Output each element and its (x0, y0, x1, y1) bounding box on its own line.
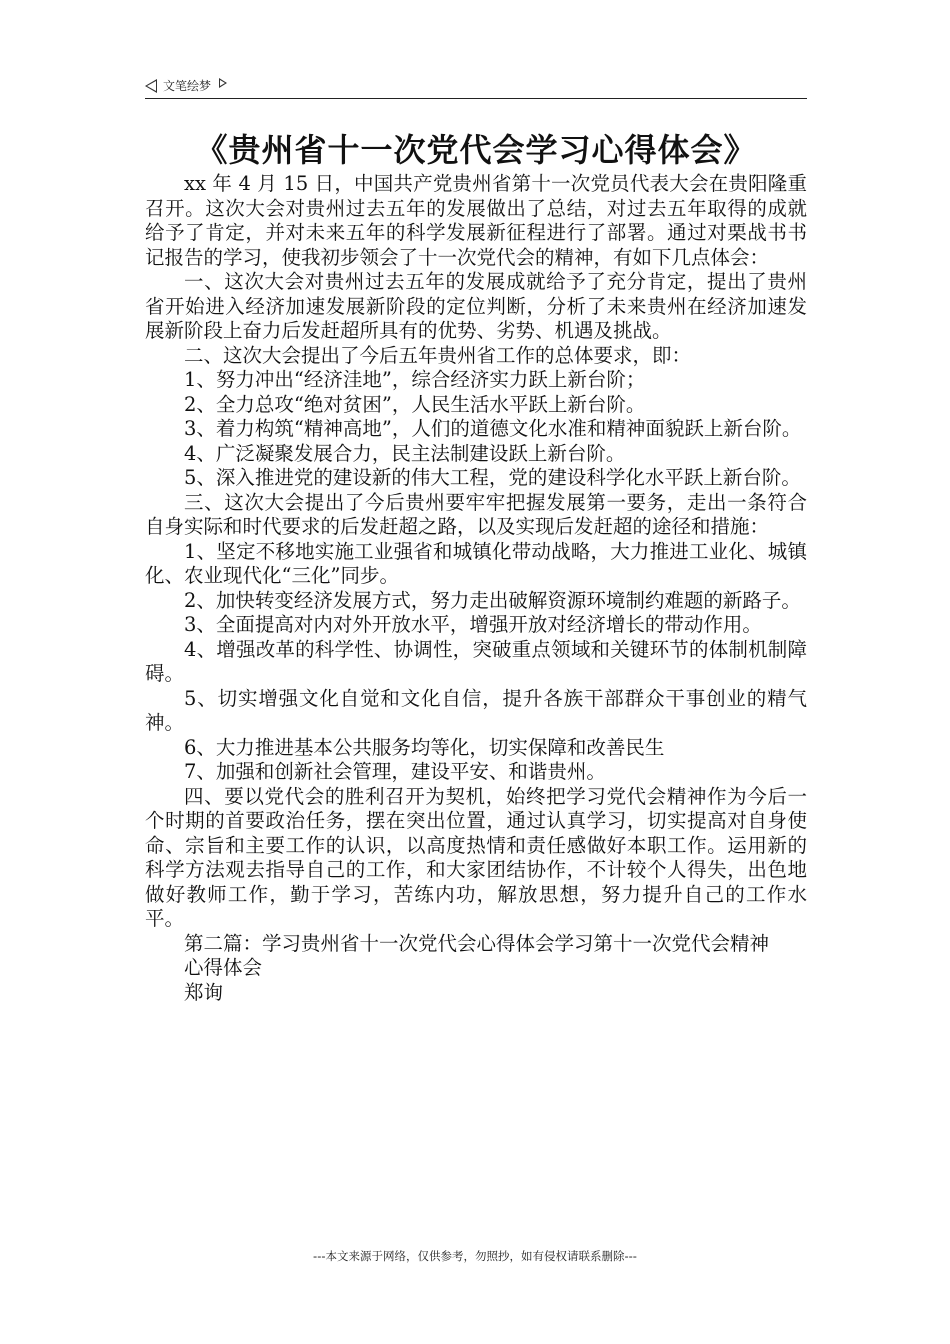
paragraph: 3、着力构筑“精神高地”，人们的道德文化水准和精神面貌跃上新台阶。 (184, 417, 802, 440)
paragraph: 心得体会 (184, 956, 263, 979)
paragraph: 三、这次大会提出了今后贵州要牢牢把握发展第一要务，走出一条符合自身实际和时代要求的后发赶超之路，以及实现后发赶超的途径和措施： (145, 490, 807, 538)
paragraph: 6、大力推进基本公共服务均等化，切实保障和改善民生 (184, 735, 665, 759)
brand-label: 文笔绘梦 (163, 79, 212, 93)
paragraph: 二、这次大会提出了今后五年贵州省工作的总体要求，即： (184, 343, 692, 367)
paragraph: 4、增强改革的科学性、协调性，突破重点领域和关键环节的体制机制障碍。 (145, 637, 807, 685)
document-body (145, 172, 807, 1005)
footer-disclaimer: ---本文来源于网络，仅供参考，勿照抄，如有侵权请联系删除--- (313, 1249, 637, 1263)
paragraph: 郑询 (184, 980, 224, 1004)
paragraph: 1、坚定不移地实施工业强省和城镇化带动战略，大力推进工业化、城镇化、农业现代化“三化”同步。 (145, 539, 807, 587)
paragraph: 2、加快转变经济发展方式，努力走出破解资源环境制约难题的新路子。 (184, 588, 801, 612)
paragraph: 7、加强和创新社会管理，建设平安、和谐贵州。 (184, 760, 606, 783)
paragraph: 4、广泛凝聚发展合力，民主法制建设跃上新台阶。 (184, 441, 626, 465)
paragraph: 1、努力冲出“经济洼地”，综合经济实力跃上新台阶； (184, 368, 646, 391)
paragraph: 5、切实增强文化自觉和文化自信，提升各族干部群众干事创业的精气神。 (145, 686, 807, 734)
paragraph: xx 年 4 月 15 日，中国共产党贵州省第十一次党员代表大会在贵阳隆重召开。这次大会对贵州过去五年的发展做出了总结，对过去五年取得的成就给予了肯定，并对未来五年的科学发展新征程进行了部署。通过对栗战书书记报告的学习，使我初步领会了十一次党代会的精神，有如下几点体会： (145, 172, 807, 269)
document-title: 《贵州省十一次党代会学习心得体会》 (195, 131, 757, 169)
paragraph: 2、全力总攻“绝对贫困”，人民生活水平跃上新台阶。 (184, 392, 646, 416)
triangle-left-icon (145, 79, 157, 93)
page-header (145, 74, 807, 99)
triangle-right-icon (219, 78, 227, 88)
paragraph: 四、要以党代会的胜利召开为契机，始终把学习党代会精神作为今后一个时期的首要政治任务，摆在突出位置，通过认真学习，切实提高对自身使命、宗旨和主要工作的认识，以高度热情和责任感做好本职工作。运用新的科学方法观去指导自己的工作，和大家团结协作，不计较个人得失，出色地做好教师工作，勤于学习，苦练内功，解放思想，努力提升自己的工作水平。 (145, 784, 807, 930)
paragraph: 5、深入推进党的建设新的伟大工程，党的建设科学化水平跃上新台阶。 (184, 466, 801, 489)
paragraph: 一、这次大会对贵州过去五年的发展成就给予了充分肯定，提出了贵州省开始进入经济加速发展新阶段的定位判断，分析了未来贵州在经济加速发展新阶段上奋力后发赶超所具有的优势、劣势、机遇及挑战。 (145, 270, 807, 342)
paragraph: 第二篇：学习贵州省十一次党代会心得体会学习第十一次党代会精神 (184, 931, 770, 955)
paragraph: 3、全面提高对内对外开放水平，增强开放对经济增长的带动作用。 (184, 613, 762, 636)
